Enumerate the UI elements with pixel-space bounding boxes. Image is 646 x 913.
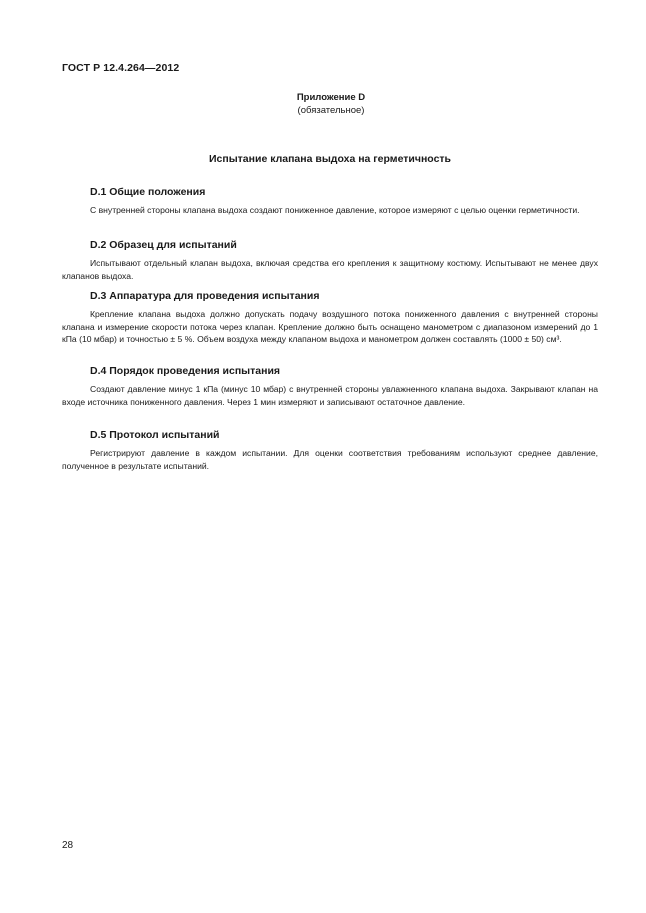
section-general <box>62 186 598 217</box>
section-paragraph: Крепление клапана выдоха должно допускать подачу воздушного потока пониженного давления с внутренней стороны клапана и измерение скорости потока через клапан. Крепление должно быть оснащено манометром с диапазоном измерений до 1 кПа (10 мбар) и точностью ± 5 %. Объем воздуха между клапаном выдоха и манометром должен составлять (1000 ± 50) см³. <box>62 309 598 345</box>
section-heading: D.5 Протокол испытаний <box>90 429 220 441</box>
section-sample <box>62 239 598 282</box>
section-paragraph: Создают давление минус 1 кПа (минус 10 мбар) с внутренней стороны увлажненного клапана выдоха. Закрывают клапан на входе источника пониженного давления. Через 1 мин измеряют и записывают остаточное давление. <box>62 384 598 407</box>
section-heading: D.3 Аппаратура для проведения испытания <box>90 290 320 302</box>
page-number: 28 <box>62 840 74 851</box>
appendix-title: Приложение D <box>296 92 366 103</box>
section-apparatus <box>62 290 598 346</box>
section-report <box>62 429 598 472</box>
section-paragraph: С внутренней стороны клапана выдоха создают пониженное давление, которое измеряют с целью оценки герметичности. <box>90 205 580 215</box>
appendix-subtitle: (обязательное) <box>297 105 365 116</box>
section-heading: D.1 Общие положения <box>90 186 206 198</box>
standard-header: ГОСТ Р 12.4.264—2012 <box>62 62 180 74</box>
section-paragraph: Испытывают отдельный клапан выдоха, включая средства его крепления к защитному костюму. Испытывают не менее двух клапанов выдоха. <box>62 258 598 281</box>
section-heading: D.2 Образец для испытаний <box>90 239 237 251</box>
main-title: Испытание клапана выдоха на герметичность <box>208 153 452 165</box>
section-paragraph: Регистрируют давление в каждом испытании. Для оценки соответствия требованиям используют среднее давление, полученное в результате испытаний. <box>62 448 598 471</box>
section-heading: D.4 Порядок проведения испытания <box>90 365 281 377</box>
section-procedure <box>62 365 598 408</box>
